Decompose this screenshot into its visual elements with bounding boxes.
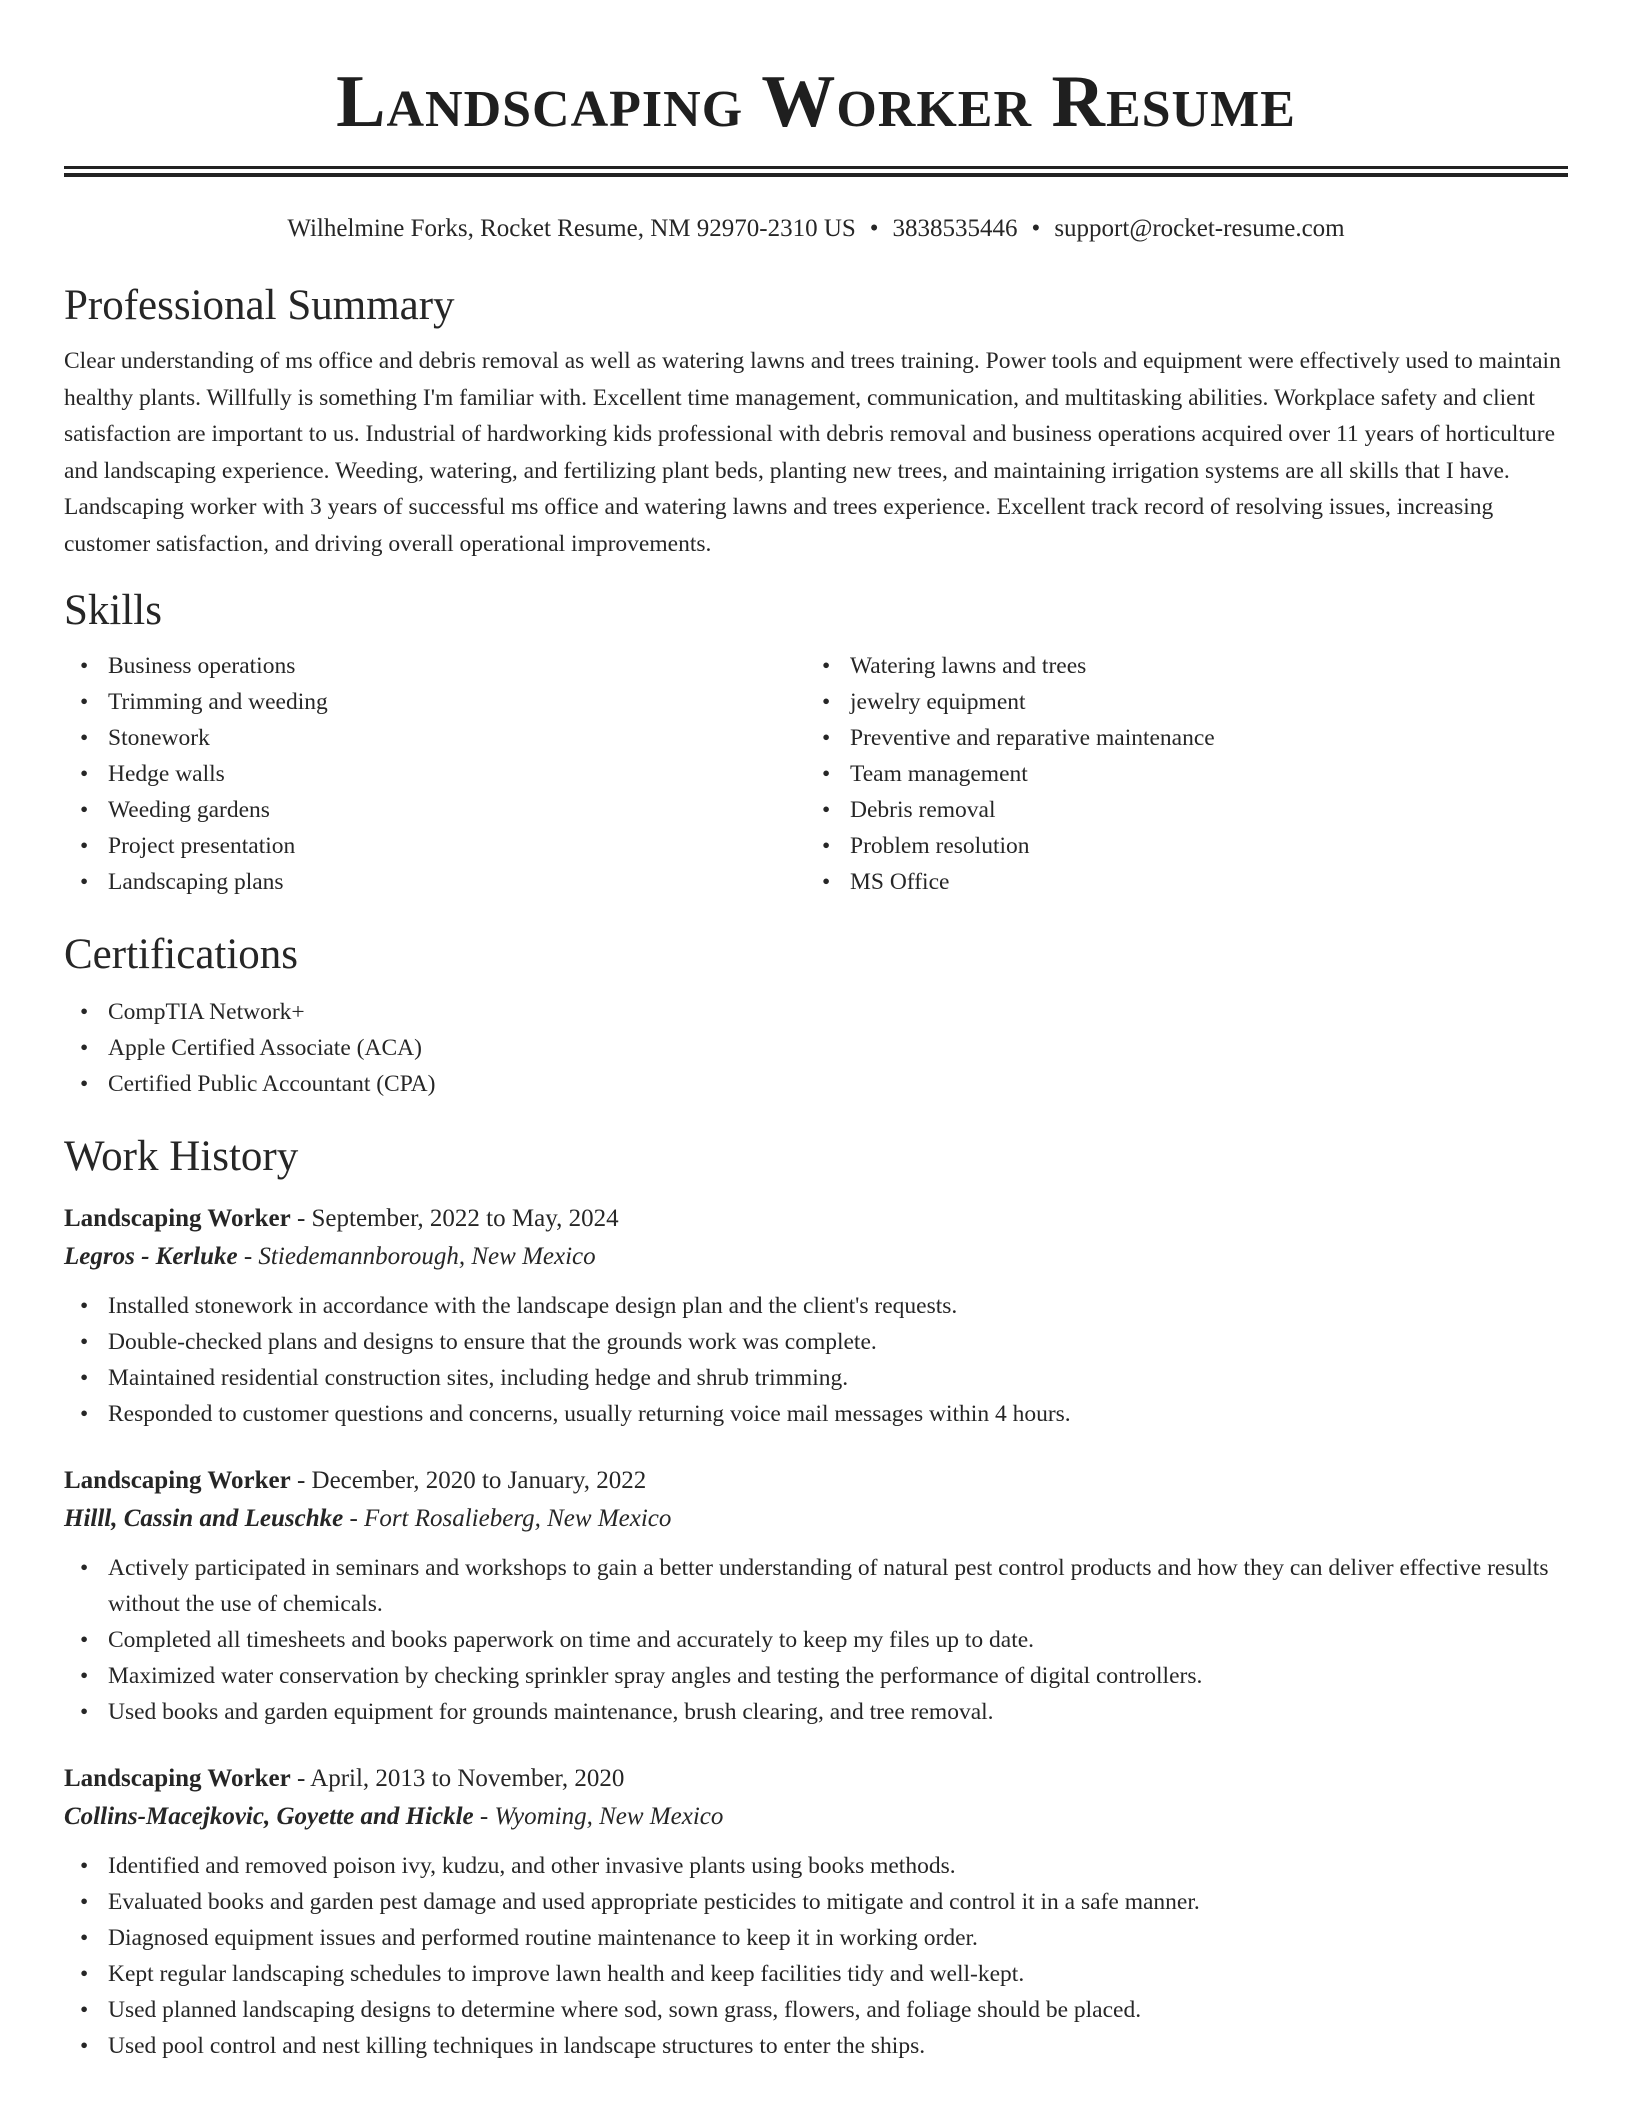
skill-item: • Preventive and reparative maintenance <box>806 720 1548 756</box>
skill-item: • Team management <box>806 756 1548 792</box>
job-company: Legros - Kerluke <box>64 1243 238 1270</box>
skill-item: • Project presentation <box>64 828 806 864</box>
contact-email: support@rocket-resume.com <box>1054 215 1345 242</box>
job-entry <box>64 1462 1568 1730</box>
skills-column-left <box>64 648 806 900</box>
job-dates: - December, 2020 to January, 2022 <box>290 1467 647 1494</box>
skill-item: • Hedge walls <box>64 756 806 792</box>
skills-column-right <box>806 648 1548 900</box>
summary-text: Clear understanding of ms office and debris removal as well as watering lawns and trees training. Power tools and equipment were effectively used to maintain healthy plants. Willfully is something I'm familiar with. Excellent time management, communication, and multitasking abilities. Workplace safety and client satisfaction are important to us. Industrial of hardworking kids professional with debris removal and business operations acquired over 11 years of horticulture and landscaping experience. Weeding, watering, and fertilizing plant beds, planting new trees, and maintaining irrigation systems are all skills that I have. Landscaping worker with 3 years of successful ms office and watering lawns and trees experience. Excellent track record of resolving issues, increasing customer satisfaction, and driving overall operational improvements. <box>64 348 1561 557</box>
job-bullet: • Used books and garden equipment for grounds maintenance, brush clearing, and tree removal. <box>64 1694 1568 1730</box>
skills-grid <box>64 648 1568 900</box>
job-title: Landscaping Worker <box>64 1765 291 1792</box>
contact-phone: 3838535446 <box>892 215 1018 242</box>
job-bullet: • Kept regular landscaping schedules to improve lawn health and keep facilities tidy and well-kept. <box>64 1956 1568 1992</box>
certifications-list <box>64 994 1568 1102</box>
contact-separator: • <box>1031 215 1041 242</box>
job-bullets <box>64 1550 1568 1730</box>
job-entry <box>64 1200 1568 1432</box>
job-bullet: • Actively participated in seminars and workshops to gain a better understanding of natural pest control products and how they can deliver effective results without the use of chemicals. <box>64 1550 1568 1622</box>
contact-address: Wilhelmine Forks, Rocket Resume, NM 92970-2310 US <box>287 215 856 242</box>
job-bullet: • Evaluated books and garden pest damage and used appropriate pesticides to mitigate and control it in a safe manner. <box>64 1884 1568 1920</box>
summary-heading: Professional Summary <box>64 282 455 329</box>
job-company: Collins-Macejkovic, Goyette and Hickle <box>64 1803 474 1830</box>
job-bullet: • Completed all timesheets and books paperwork on time and accurately to keep my files up to date. <box>64 1622 1568 1658</box>
skills-heading: Skills <box>64 587 162 634</box>
job-bullet: • Used planned landscaping designs to determine where sod, sown grass, flowers, and foliage should be placed. <box>64 1992 1568 2028</box>
job-location: - Fort Rosalieberg, New Mexico <box>343 1505 672 1532</box>
job-dates: - September, 2022 to May, 2024 <box>290 1205 619 1232</box>
resume-title: Landscaping Worker Resume <box>336 61 1296 143</box>
job-bullets <box>64 1288 1568 1432</box>
contact-separator: • <box>869 215 879 242</box>
job-location: - Stiedemannborough, New Mexico <box>237 1243 596 1270</box>
skill-item: • Landscaping plans <box>64 864 806 900</box>
skill-item: • MS Office <box>806 864 1548 900</box>
job-entry <box>64 1760 1568 2064</box>
job-bullets <box>64 1848 1568 2064</box>
job-company-line <box>64 1500 1568 1538</box>
job-dates: - April, 2013 to November, 2020 <box>290 1765 625 1792</box>
skill-item: • Business operations <box>64 648 806 684</box>
job-bullet: • Installed stonework in accordance with the landscape design plan and the client's requests. <box>64 1288 1568 1324</box>
skill-item: • Trimming and weeding <box>64 684 806 720</box>
certifications-heading: Certifications <box>64 931 299 978</box>
skill-item: • Stonework <box>64 720 806 756</box>
contact-line <box>64 213 1568 245</box>
job-title-line <box>64 1760 1568 1798</box>
skill-item: • Watering lawns and trees <box>806 648 1548 684</box>
job-company-line <box>64 1238 1568 1276</box>
skill-item: • jewelry equipment <box>806 684 1548 720</box>
skill-item: • Weeding gardens <box>64 792 806 828</box>
job-title: Landscaping Worker <box>64 1467 291 1494</box>
job-bullet: • Responded to customer questions and concerns, usually returning voice mail messages within 4 hours. <box>64 1396 1568 1432</box>
job-bullet: • Double-checked plans and designs to ensure that the grounds work was complete. <box>64 1324 1568 1360</box>
certification-item: • Apple Certified Associate (ACA) <box>64 1030 1568 1066</box>
job-location: - Wyoming, New Mexico <box>473 1803 724 1830</box>
work-history-heading: Work History <box>64 1133 299 1180</box>
job-title-line <box>64 1462 1568 1500</box>
job-bullet: • Maximized water conservation by checking sprinkler spray angles and testing the performance of digital controllers. <box>64 1658 1568 1694</box>
job-bullet: • Identified and removed poison ivy, kudzu, and other invasive plants using books methods. <box>64 1848 1568 1884</box>
title-divider <box>64 166 1568 177</box>
job-company-line <box>64 1798 1568 1836</box>
certification-item: • CompTIA Network+ <box>64 994 1568 1030</box>
certification-item: • Certified Public Accountant (CPA) <box>64 1066 1568 1102</box>
job-bullet: • Maintained residential construction sites, including hedge and shrub trimming. <box>64 1360 1568 1396</box>
job-bullet: • Diagnosed equipment issues and performed routine maintenance to keep it in working order. <box>64 1920 1568 1956</box>
job-company: Hilll, Cassin and Leuschke <box>64 1505 344 1532</box>
job-title-line <box>64 1200 1568 1238</box>
skill-item: • Debris removal <box>806 792 1548 828</box>
job-bullet: • Used pool control and nest killing techniques in landscape structures to enter the ships. <box>64 2028 1568 2064</box>
job-title: Landscaping Worker <box>64 1205 291 1232</box>
skill-item: • Problem resolution <box>806 828 1548 864</box>
